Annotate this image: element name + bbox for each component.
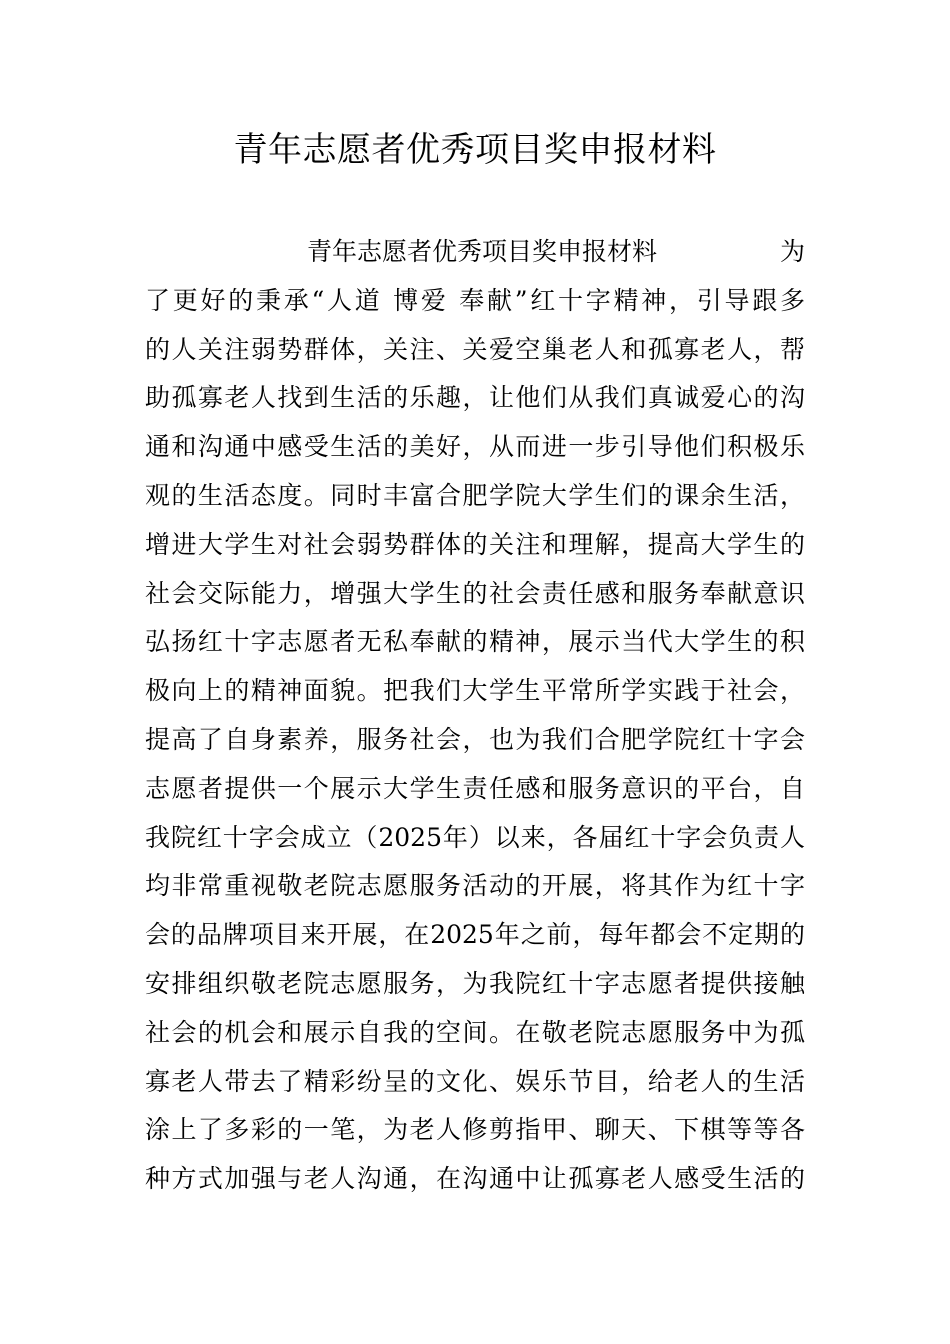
body-line: 弘扬红十字志愿者无私奉献的精神，展示当代大学生的积 bbox=[145, 627, 805, 657]
body-line: 均非常重视敬老院志愿服务活动的开展，将其作为红十字 bbox=[145, 871, 805, 901]
body-line: 社会的机会和展示自我的空间。在敬老院志愿服务中为孤 bbox=[145, 1017, 805, 1047]
body-first-line bbox=[145, 228, 805, 277]
body-line: 提高了自身素养，服务社会，也为我们合肥学院红十字会 bbox=[145, 724, 805, 754]
body-line: 种方式加强与老人沟通，在沟通中让孤寡老人感受生活的 bbox=[145, 1164, 805, 1194]
inline-heading: 青年志愿者优秀项目奖申报材料 bbox=[307, 237, 658, 266]
body-line: 增进大学生对社会弱势群体的关注和理解，提高大学生的 bbox=[145, 529, 805, 559]
document-body bbox=[145, 228, 805, 1204]
body-line: 涂上了多彩的一笔，为老人修剪指甲、聊天、下棋等等各 bbox=[145, 1115, 805, 1145]
lead-word: 为 bbox=[779, 237, 805, 266]
body-line: 安排组织敬老院志愿服务，为我院红十字志愿者提供接触 bbox=[145, 968, 805, 998]
body-line: 会的品牌项目来开展，在2025年之前，每年都会不定期的 bbox=[145, 920, 805, 950]
body-line: 通和沟通中感受生活的美好，从而进一步引导他们积极乐 bbox=[145, 432, 805, 462]
body-line: 寡老人带去了精彩纷呈的文化、娱乐节目，给老人的生活 bbox=[145, 1066, 805, 1096]
body-line: 助孤寡老人找到生活的乐趣，让他们从我们真诚爱心的沟 bbox=[145, 383, 805, 413]
body-line: 的人关注弱势群体，关注、关爱空巢老人和孤寡老人，帮 bbox=[145, 334, 805, 364]
document-title: 青年志愿者优秀项目奖申报材料 bbox=[233, 130, 717, 170]
body-line: 极向上的精神面貌。把我们大学生平常所学实践于社会， bbox=[145, 676, 805, 706]
body-line: 了更好的秉承“人道 博爱 奉献”红十字精神，引导跟多 bbox=[145, 285, 805, 315]
body-line: 观的生活态度。同时丰富合肥学院大学生们的课余生活， bbox=[145, 480, 805, 510]
body-line: 我院红十字会成立（2025年）以来，各届红十字会负责人 bbox=[145, 822, 805, 852]
body-line: 志愿者提供一个展示大学生责任感和服务意识的平台，自 bbox=[145, 773, 805, 803]
body-line: 社会交际能力，增强大学生的社会责任感和服务奉献意识 bbox=[145, 578, 805, 608]
